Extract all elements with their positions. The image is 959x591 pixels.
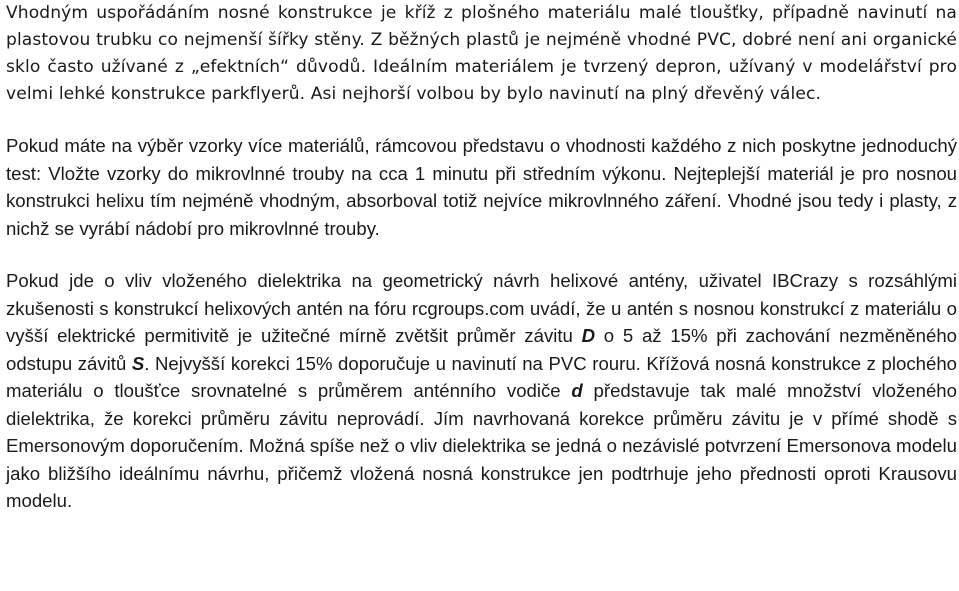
symbol-S: S xyxy=(131,352,145,374)
symbol-d: d xyxy=(571,380,583,401)
symbol-D: D xyxy=(581,325,596,346)
text-segment: představuje tak malé množství vloženého dielektrika, že korekci průměru závitu neprovádí. Jím navrhovaná korekce průměru závitu je v přímé shodě s Emersonovým doporučením. Možná spíše než o vliv dielektrika se jedná o nezávislé potvrzení Emersonova modelu jako bližšího ideálnímu návrhu, přičemž vložená nosná konstrukce jen podtrhuje jeho přednosti oproti Krausovu modelu. xyxy=(6,380,957,511)
text-segment: . Nejvyšší korekci 15% doporučuje u navinutí na PVC rouru. Křížová nosná konstrukce z plochého materiálu o tloušťce srovnatelné s průměrem anténního vodiče xyxy=(6,352,958,401)
text-segment: o 5 až 15% při zachování nezměněného odstupu závitů xyxy=(6,325,957,374)
paragraph-dielectric-influence xyxy=(6,267,957,515)
paragraph-gap xyxy=(6,108,957,132)
paragraph-microwave-test: Pokud máte na výběr vzorky více materiálů, rámcovou představu o vhodnosti každého z nich poskytne jednoduchý test: Vložte vzorky do mikrovlnné trouby na cca 1 minutu při středním výkonu. Nejteplejší materiál je pro nosnou konstrukci helixu tím nejméně vhodným, absorboval totiž nejvíce mikrovlnného záření. Vhodné jsou tedy i plasty, z nichž se vyrábí nádobí pro mikrovlnné trouby. xyxy=(6,135,957,239)
document-page xyxy=(6,0,957,515)
text-segment: Pokud jde o vliv vloženého dielektrika na geometrický návrh helixové antény, uživatel IBCrazy s rozsáhlými zkušenosti s konstrukcí helixových antén na fóru rcgroups.com uvádí, že u antén s nosnou konstrukcí z materiálu o vyšší elektrické permitivitě je užitečné mírně zvětšit průměr závitu xyxy=(6,270,957,346)
paragraph-gap xyxy=(6,242,957,267)
paragraph-support-structure: Vhodným uspořádáním nosné konstrukce je kříž z plošného materiálu malé tloušťky, případně navinutí na plastovou trubku co nejmenší šířky stěny. Z běžných plastů je nejméně vhodné PVC, dobré není ani organické sklo často užívané z „efektních“ důvodů. Ideálním materiálem je tvrzený depron, užívaný v modelářství pro velmi lehké konstrukce parkflyerů. Asi nejhorší volbou by bylo navinutí na plný dřevěný válec. xyxy=(6,3,957,104)
